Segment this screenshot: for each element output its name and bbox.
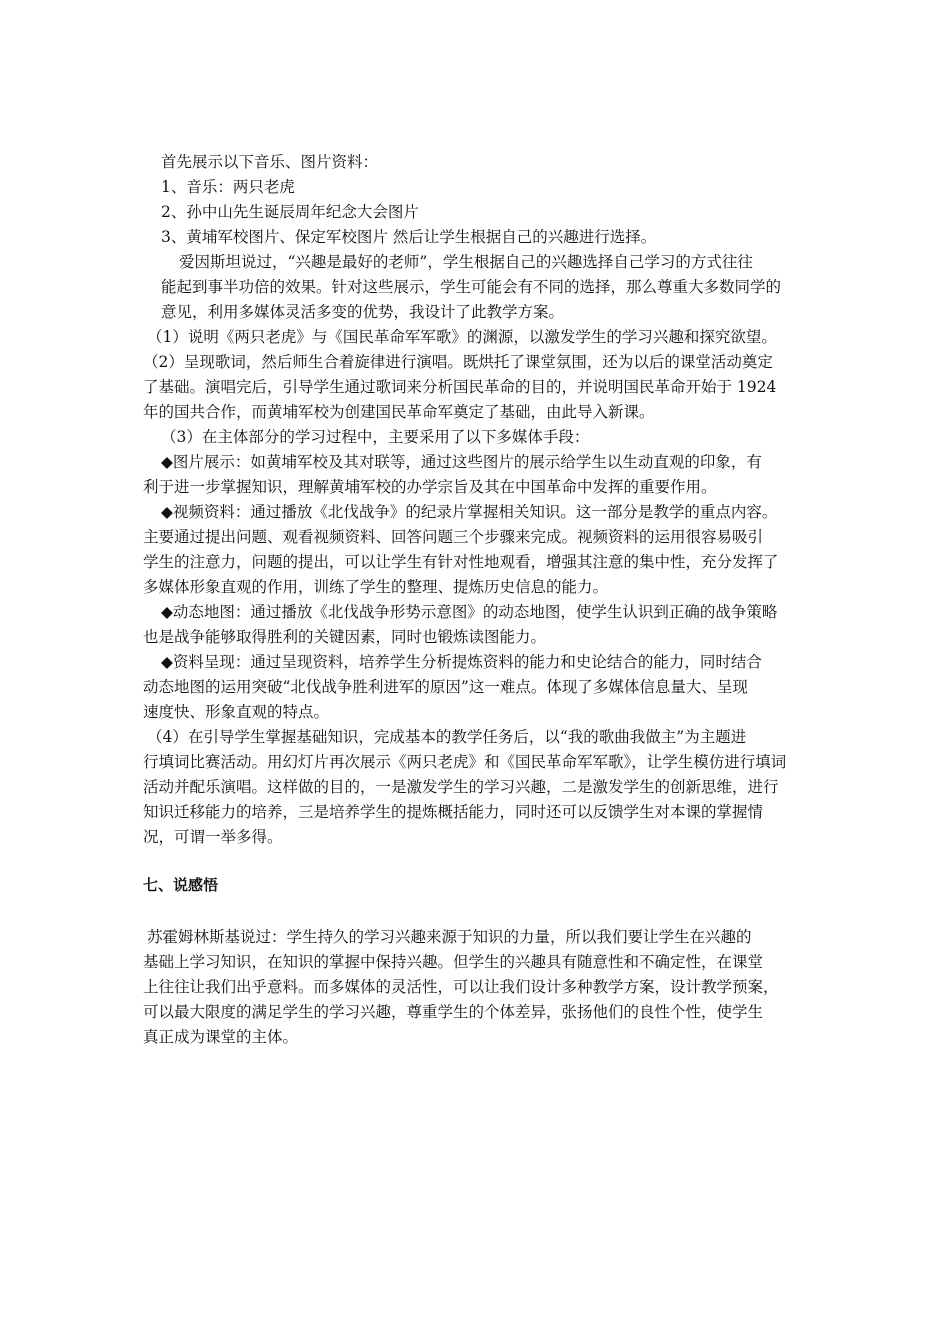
paragraph-reflection: [143, 925, 807, 1050]
text-line: （3）在主体部分的学习过程中，主要采用了以下多媒体手段：: [161, 428, 590, 446]
paragraph-einstein: [143, 250, 807, 325]
text-line: 况，可谓一举多得。: [143, 828, 283, 846]
text-line: 学生的注意力，问题的提出，可以让学生有针对性地观看，增强其注意的集中性，充分发挥了: [143, 553, 779, 571]
text-line: 爱因斯坦说过，“兴趣是最好的老师”，学生根据自己的兴趣选择自己学习的方式往往: [179, 253, 753, 271]
text-line: 年的国共合作，而黄埔军校为创建国民革命军奠定了基础，由此导入新课。: [143, 403, 655, 421]
bullet-images: [143, 450, 807, 500]
text-line: 基础上学习知识，在知识的掌握中保持兴趣。但学生的兴趣具有随意性和不确定性，在课堂: [143, 953, 764, 971]
text-line: 速度快、形象直观的特点。: [143, 703, 330, 721]
text-line: 可以最大限度的满足学生的学习兴趣，尊重学生的个体差异，张扬他们的良性个性，使学生: [143, 1003, 764, 1021]
text-line: 了基础。演唱完后，引导学生通过歌词来分析国民革命的目的，并说明国民革命开始于 1924: [143, 378, 777, 396]
text-line: 主要通过提出问题、观看视频资料、回答问题三个步骤来完成。视频资料的运用很容易吸引: [143, 528, 764, 546]
text-line: 行填词比赛活动。用幻灯片再次展示《两只老虎》和《国民革命军军歌》，让学生模仿进行填词: [143, 753, 787, 771]
text-line: ◆视频资料：通过播放《北伐战争》的纪录片掌握相关知识。这一部分是教学的重点内容。: [161, 503, 778, 521]
text-line: 知识迁移能力的培养，三是培养学生的提炼概括能力，同时还可以反馈学生对本课的掌握情: [143, 803, 764, 821]
intro-list: [143, 150, 807, 250]
text-line: 活动并配乐演唱。这样做的目的，一是激发学生的学习兴趣，二是激发学生的创新思维，进行: [143, 778, 779, 796]
bullet-video: [143, 500, 807, 600]
intro-item-sun-yatsen: 2、孙中山先生诞辰周年纪念大会图片: [161, 203, 419, 221]
text-line: （1）说明《两只老虎》与《国民革命军军歌》的渊源，以激发学生的学习兴趣和探究欲望。: [147, 328, 777, 346]
text-line: （4）在引导学生掌握基础知识，完成基本的教学任务后，以“我的歌曲我做主”为主题进: [147, 728, 747, 746]
text-line: 多媒体形象直观的作用，训练了学生的整理、提炼历史信息的能力。: [143, 578, 609, 596]
intro-line: 首先展示以下音乐、图片资料：: [161, 153, 379, 171]
text-line: 上往往让我们出乎意料。而多媒体的灵活性，可以让我们设计多种教学方案，设计教学预案，: [143, 978, 779, 996]
text-line: ◆动态地图：通过播放《北伐战争形势示意图》的动态地图，使学生认识到正确的战争策略: [161, 603, 778, 621]
paragraph-step-3: [143, 425, 807, 450]
text-line: ◆图片展示：如黄埔军校及其对联等，通过这些图片的展示给学生以生动直观的印象，有: [161, 453, 762, 471]
section-heading: 七、说感悟: [143, 876, 219, 894]
intro-item-academy: 3、黄埔军校图片、保定军校图片 然后让学生根据自己的兴趣进行选择。: [161, 228, 657, 246]
text-line: 真正成为课堂的主体。: [143, 1028, 299, 1046]
text-line: 也是战争能够取得胜利的关键因素，同时也锻炼读图能力。: [143, 628, 547, 646]
text-line: 苏霍姆林斯基说过：学生持久的学习兴趣来源于知识的力量，所以我们要让学生在兴趣的: [147, 928, 752, 946]
paragraph-step-2: [143, 350, 807, 425]
text-line: 意见，利用多媒体灵活多变的优势，我设计了此教学方案。: [161, 303, 565, 321]
bullet-map: [143, 600, 807, 650]
text-line: 利于进一步掌握知识，理解黄埔军校的办学宗旨及其在中国革命中发挥的重要作用。: [143, 478, 717, 496]
text-line: （2）呈现歌词，然后师生合着旋律进行演唱。既烘托了课堂氛围，还为以后的课堂活动奠定: [143, 353, 773, 371]
text-line: 能起到事半功倍的效果。针对这些展示，学生可能会有不同的选择，那么尊重大多数同学的: [161, 278, 782, 296]
text-line: 动态地图的运用突破“北伐战争胜利进军的原因”这一难点。体现了多媒体信息量大、呈现: [143, 678, 748, 696]
paragraph-step-1: [143, 325, 807, 350]
bullet-materials: [143, 650, 807, 725]
paragraph-step-4: [143, 725, 807, 850]
text-line: ◆资料呈现：通过呈现资料，培养学生分析提炼资料的能力和史论结合的能力，同时结合: [161, 653, 762, 671]
intro-item-music: 1、音乐：两只老虎: [161, 178, 295, 196]
